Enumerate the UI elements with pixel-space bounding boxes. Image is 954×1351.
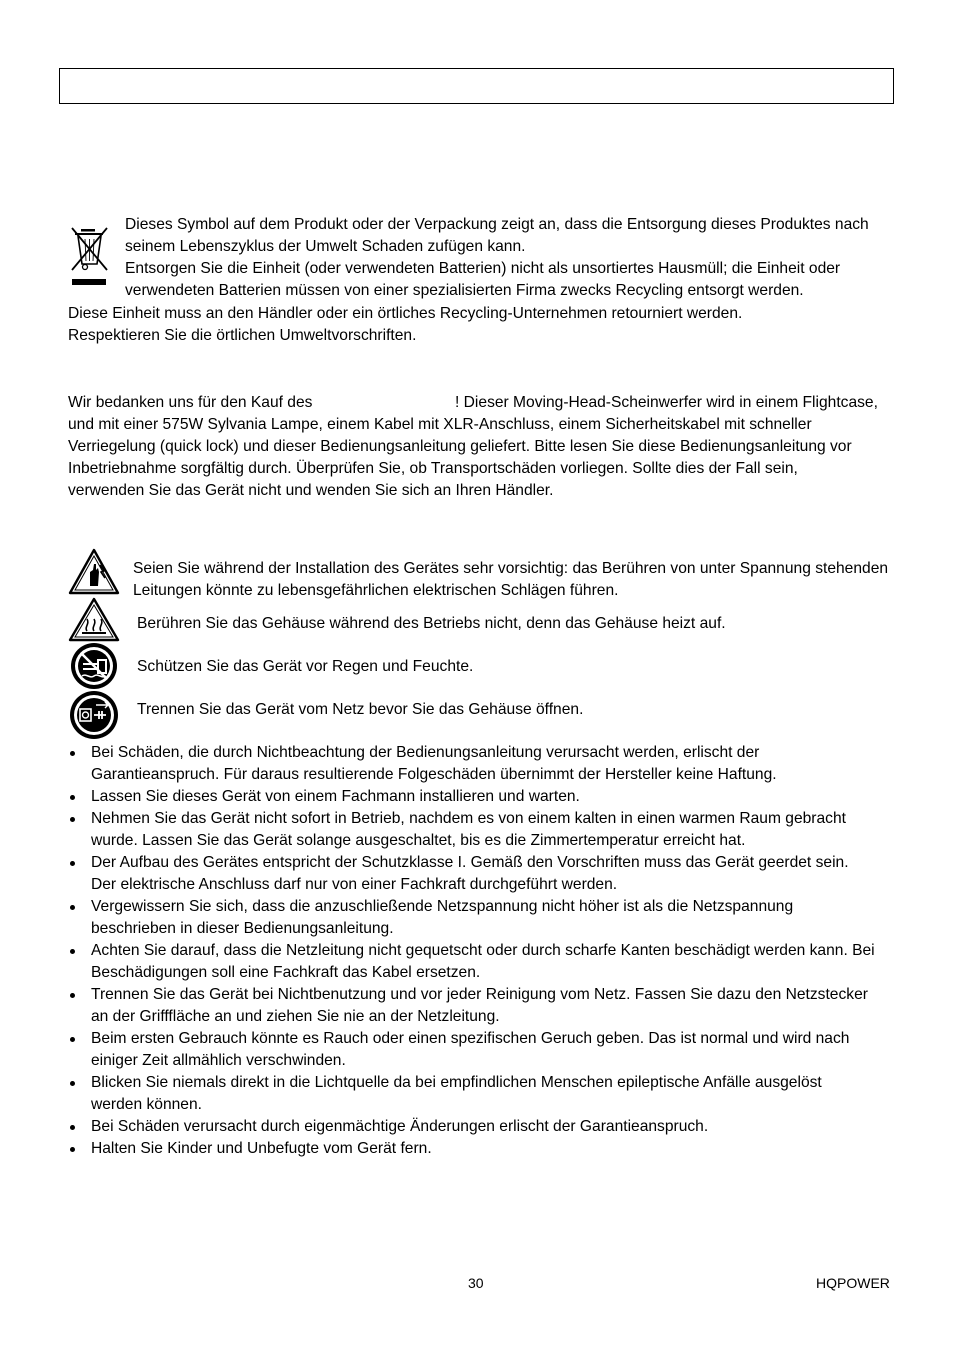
list-item: Bei Schäden verursacht durch eigenmächtige Änderungen erlischt der Garantieanspruch. [68,1116,898,1138]
brand-name: HQPOWER [816,1275,890,1291]
list-item: Blicken Sie niemals direkt in die Lichtquelle da bei empfindlichen Menschen epileptische Anfälle ausgelöst werden können. [68,1072,898,1116]
warning-text-hot: Berühren Sie das Gehäuse während des Betriebs nicht, denn das Gehäuse heizt auf. [137,615,726,632]
intro-line-4: Inbetriebnahme sorgfältig durch. Überprüfen Sie, ob Transportschäden vorliegen. Sollte dies der Fall sein, [68,460,798,477]
list-item: Der Aufbau des Gerätes entspricht der Schutzklasse I. Gemäß den Vorschriften muss das Gerät geerdet sein. Der elektrische Anschluss darf nur von einer Fachkraft durchgeführt werden. [68,852,898,896]
hot-surface-warning-icon [68,597,120,643]
unplug-icon [68,690,120,740]
list-item: Trennen Sie das Gerät bei Nichtbenutzung und vor jeder Reinigung vom Netz. Fassen Sie dazu den Netzstecker an der Grifffläche an und ziehen Sie nie an der Netzleitung. [68,984,898,1028]
no-moisture-icon [68,642,120,690]
list-item: Beim ersten Gebrauch könnte es Rauch oder einen spezifischen Geruch geben. Das ist normal und wird nach einiger Zeit allmählich verschwinden. [68,1028,898,1072]
list-item: Nehmen Sie das Gerät nicht sofort in Betrieb, nachdem es von einem kalten in einen warmen Raum gebracht wurde. Lassen Sie das Gerät solange ausgeschaltet, bis es die Zimmertemperatur erreicht hat. [68,808,898,852]
warning-text-shock-2: Leitungen könnte zu lebensgefährlichen elektrischen Schlägen führen. [133,582,619,599]
intro-line-start: Wir bedanken uns für den Kauf des [68,394,313,411]
disposal-text-4: verwendeten Batterien müssen von einer spezialisierten Firma zwecks Recycling entsorgt werden. [125,282,804,299]
list-item: Bei Schäden, die durch Nichtbeachtung der Bedienungsanleitung verursacht werden, erlischt der Garantieanspruch. Für daraus resultierende Folgeschäden übernimmt der Hersteller keine Haftung. [68,742,898,786]
warning-text-moisture: Schützen Sie das Gerät vor Regen und Feuchte. [137,658,474,675]
disposal-text-5: Diese Einheit muss an den Händler oder ein örtliches Recycling-Unternehmen retourniert werden. [68,305,743,322]
disposal-text-2: seinem Lebenszyklus der Umwelt Schaden zufügen kann. [125,238,526,255]
warning-text-shock-1: Seien Sie während der Installation des Gerätes sehr vorsichtig: das Berühren von unter Spannung stehenden [133,560,889,577]
intro-line-2: und mit einer 575W Sylvania Lampe, einem Kabel mit XLR-Anschluss, einem Sicherheitskabel mit schneller [68,416,812,433]
safety-instructions-list [68,742,898,1160]
disposal-text-6: Respektieren Sie die örtlichen Umweltvorschriften. [68,327,417,344]
disposal-text-1: Dieses Symbol auf dem Produkt oder der Verpackung zeigt an, dass die Entsorgung dieses Produktes nach [125,216,869,233]
list-item: Achten Sie darauf, dass die Netzleitung nicht gequetscht oder durch scharfe Kanten beschädigt werden kann. Bei Beschädigungen soll eine Fachkraft das Kabel ersetzen. [68,940,898,984]
electric-shock-warning-icon [68,548,120,596]
intro-line-3: Verriegelung (quick lock) und dieser Bedienungsanleitung geliefert. Bitte lesen Sie diese Bedienungsanleitung vor [68,438,852,455]
intro-line-5: verwenden Sie das Gerät nicht und wenden Sie sich an Ihren Händler. [68,482,554,499]
disposal-text-3: Entsorgen Sie die Einheit (oder verwendeten Batterien) nicht als unsortiertes Hausmüll; die Einheit oder [125,260,841,277]
section-header-box [59,68,894,104]
crossed-bin-icon [69,224,111,290]
warning-text-unplug: Trennen Sie das Gerät vom Netz bevor Sie das Gehäuse öffnen. [137,701,584,718]
list-item: Halten Sie Kinder und Unbefugte vom Gerät fern. [68,1138,898,1160]
list-item: Lassen Sie dieses Gerät von einem Fachmann installieren und warten. [68,786,898,808]
page-number: 30 [468,1275,484,1291]
list-item: Vergewissern Sie sich, dass die anzuschließende Netzspannung nicht höher ist als die Netzspannung beschrieben in dieser Bedienungsanleitung. [68,896,898,940]
intro-line-end: ! Dieser Moving-Head-Scheinwerfer wird in einem Flightcase, [455,394,878,411]
